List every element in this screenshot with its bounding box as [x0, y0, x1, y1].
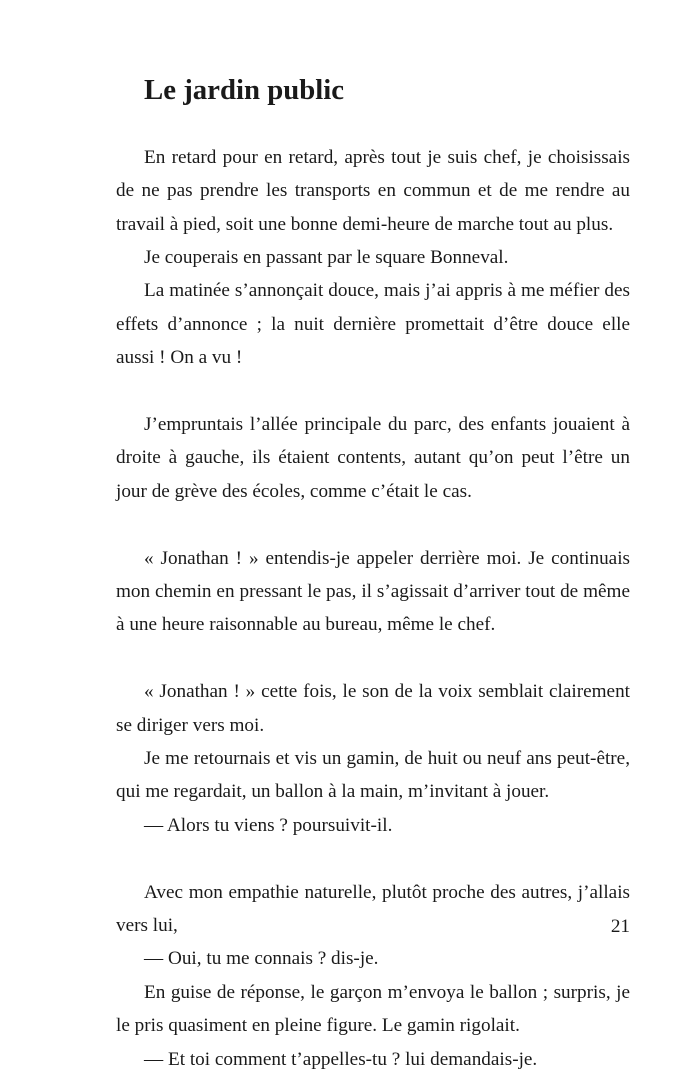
section-gap: [116, 508, 630, 541]
paragraph-3: La matinée s’annonçait douce, mais j’ai appris à me méfier des effets d’annonce ; la nuit dernière promettait d’être douce elle aussi ! On a vu !: [116, 280, 630, 369]
section-gap: [116, 642, 630, 675]
dialogue-line-3: — Et toi comment t’appelles-tu ? lui demandais-je.: [144, 1048, 538, 1070]
dialogue-line-1: — Alors tu viens ? poursuivit-il.: [144, 814, 393, 836]
book-page: [116, 74, 630, 1076]
section-gap: [116, 375, 630, 408]
paragraph-8: Avec mon empathie naturelle, plutôt proche des autres, j’allais vers lui,: [116, 881, 630, 937]
paragraph-2: Je couperais en passant par le square Bonneval.: [144, 247, 509, 269]
chapter-title: Le jardin public: [144, 74, 345, 106]
paragraph-9: En guise de réponse, le garçon m’envoya le ballon ; surpris, je le pris quasiment en pleine figure. Le gamin rigolait.: [116, 981, 630, 1037]
page-number: 21: [610, 916, 630, 937]
dialogue-line-2: — Oui, tu me connais ? dis-je.: [144, 948, 379, 970]
paragraph-1: En retard pour en retard, après tout je suis chef, je choisissais de ne pas prendre les transports en commun et de me rendre au travail à pied, soit une bonne demi-heure de marche tout au plus.: [116, 146, 630, 235]
paragraph-6: « Jonathan ! » cette fois, le son de la voix semblait clairement se diriger vers moi.: [116, 681, 630, 736]
paragraph-5: « Jonathan ! » entendis-je appeler derrière moi. Je continuais mon chemin en pressant le pas, il s’agissait d’arriver tout de même à une heure raisonnable au bureau, même le chef.: [116, 547, 630, 636]
paragraph-7: Je me retournais et vis un gamin, de huit ou neuf ans peut-être, qui me regardait, un ballon à la main, m’invitant à jouer.: [116, 748, 630, 803]
section-gap: [116, 842, 630, 875]
paragraph-4: J’empruntais l’allée principale du parc, des enfants jouaient à droite à gauche, ils étaient contents, autant qu’on peut l’être un jour de grève des écoles, comme c’était le cas.: [116, 414, 630, 502]
